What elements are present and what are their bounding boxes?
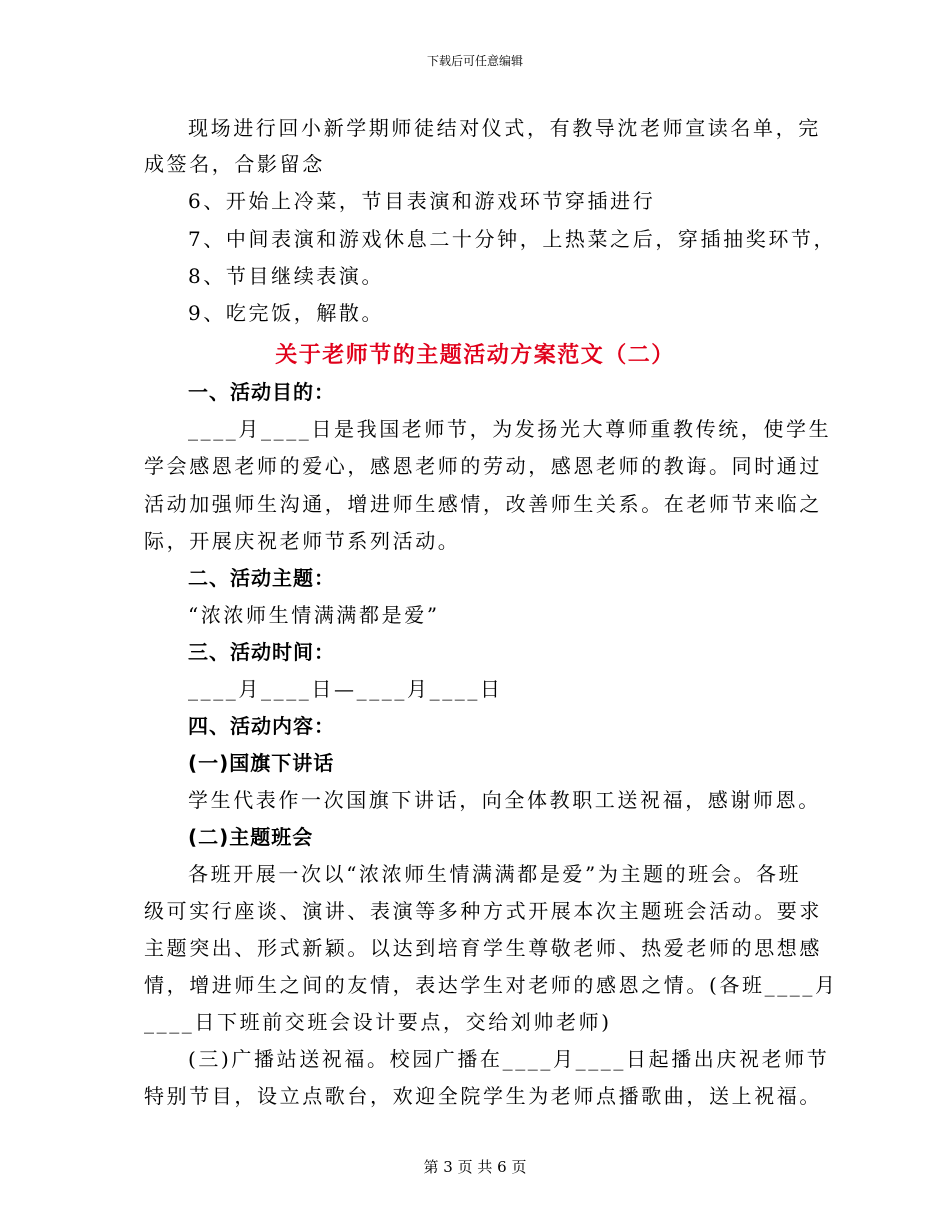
heading-content: 四、活动内容：	[188, 714, 335, 738]
page-header: 下载后可任意编辑	[426, 54, 523, 68]
body-line: 各班开展一次以“浓浓师生情满满都是爱”为主题的班会。各班	[188, 862, 802, 886]
body-line: ____日下班前交班会设计要点，交给刘帅老师)	[144, 1010, 612, 1034]
subheading-flag-speech: (一)国旗下讲话	[188, 751, 335, 775]
section-title: 关于老师节的主题活动方案范文（二）	[275, 343, 675, 368]
body-line: 现场进行回小新学期师徒结对仪式，有教导沈老师宣读名单，完	[188, 116, 821, 140]
heading-purpose: 一、活动目的：	[188, 380, 335, 404]
page-footer: 第 3 页 共 6 页	[423, 1158, 527, 1176]
heading-time: 三、活动时间：	[188, 640, 335, 664]
body-line: ____月____日—____月____日	[188, 677, 503, 701]
body-line: 主题突出、形式新颖。以达到培育学生尊敬老师、热爱老师的思想感	[144, 936, 822, 960]
body-line: 特别节目，设立点歌台，欢迎全院学生为老师点播歌曲，送上祝福。	[144, 1084, 822, 1108]
body-line: 学生代表作一次国旗下讲话，向全体教职工送祝福，感谢师恩。	[188, 788, 821, 812]
body-line: 学会感恩老师的爱心，感恩老师的劳动，感恩老师的教诲。同时通过	[144, 454, 822, 478]
heading-theme: 二、活动主题：	[188, 566, 335, 590]
list-item: 7、中间表演和游戏休息二十分钟，上热菜之后，穿插抽奖环节，	[188, 227, 837, 251]
body-line: 情，增进师生之间的友情，表达学生对老师的感恩之情。(各班____月	[144, 973, 838, 997]
body-line: 成签名，合影留念	[144, 152, 325, 176]
subheading-class-meeting: (二)主题班会	[188, 825, 314, 849]
body-line: ____月____日是我国老师节，为发扬光大尊师重教传统，使学生	[188, 417, 832, 441]
list-item: 6、开始上冷菜，节目表演和游戏环节穿插进行	[188, 189, 656, 213]
body-line: (三)广播站送祝福。校园广播在____月____日起播出庆祝老师节	[188, 1047, 830, 1071]
body-line: 活动加强师生沟通，增进师生感情，改善师生关系。在老师节来临之	[144, 492, 822, 516]
body-line: 际，开展庆祝老师节系列活动。	[144, 529, 461, 553]
body-line: “浓浓师生情满满都是爱”	[188, 603, 440, 627]
body-line: 级可实行座谈、演讲、表演等多种方式开展本次主题班会活动。要求	[144, 899, 822, 923]
list-item: 9、吃完饭，解散。	[188, 301, 385, 325]
list-item: 8、节目继续表演。	[188, 264, 385, 288]
